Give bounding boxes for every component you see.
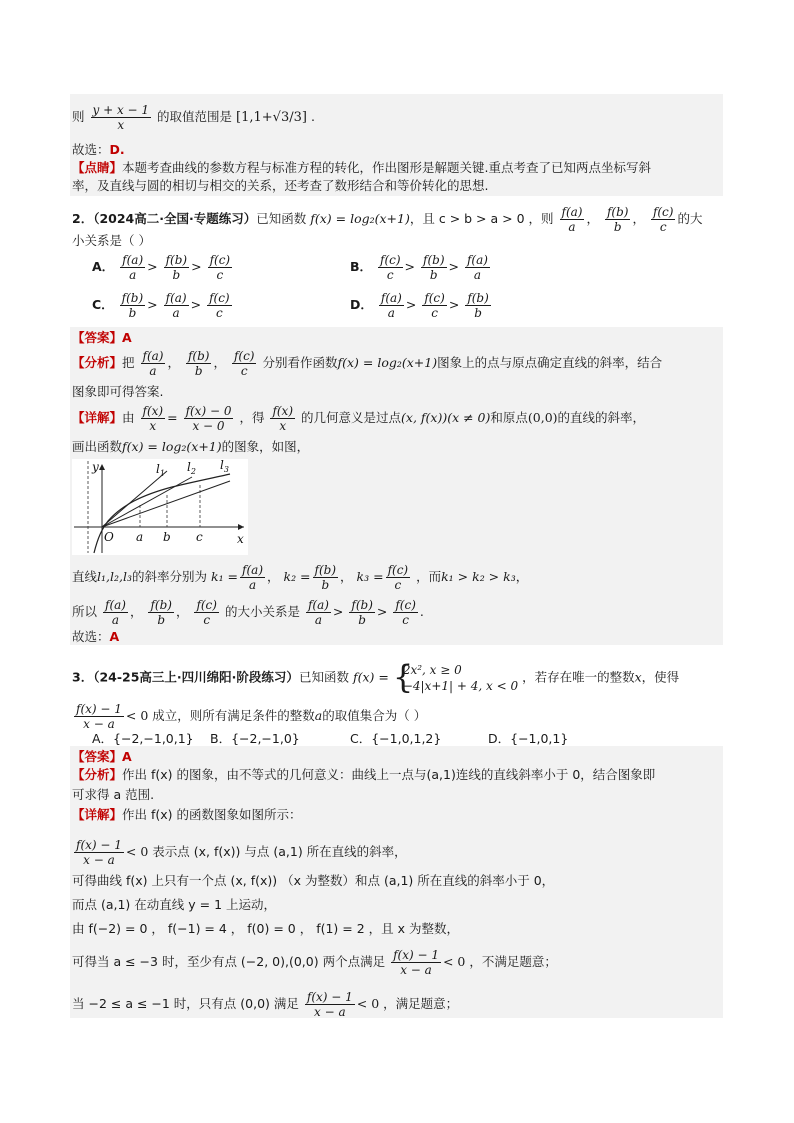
l3-label: $l_3$ (220, 459, 229, 474)
draw-line: 画出函数f(x) = log₂(x+1)的图象，如图， (72, 439, 310, 454)
question-2-stem: 2．（2024高二·全国·专题练习）已知函数 f(x) = log₂(x+1)，且 c > b > a > 0 ，则 $\frac{f(a)}{a}$ ， $\frac{f(b)}{b}$ ， $\frac{f(c)}{c}$ 的大 (72, 205, 703, 234)
text: 则 (72, 109, 85, 124)
answer-line: 【答案】A (72, 749, 132, 764)
detail-line-3: 可得曲线 f(x) 上只有一个点 (x, f(x)) （x 为整数）和点 (a,1) 所在直线的斜率小于 0， (72, 873, 555, 888)
analysis-line-2: 可求得 a 范围. (72, 787, 155, 802)
analysis-line: 【分析】把 $\frac{f(a)}{a}$ ， $\frac{f(b)}{b}$ ， $\frac{f(c)}{c}$ 分别看作函数f(x) = log₂(x+1)图象上的点与原点确定直线的斜率，结合 (72, 349, 663, 378)
dianjing-line: 【点睛】本题考查曲线的参数方程与标准方程的转化，作出图形是解题关键.重点考查了已知两点坐标写斜 (72, 160, 651, 175)
text: . (310, 109, 315, 124)
detail-line-5: 由 f(−2) = 0 ， f(−1) = 4 ， f(0) = 0 ， f(1) = 2 ，且 x 为整数， (72, 921, 460, 936)
a-label: a (136, 530, 144, 544)
interval: [1,1+√3/3] (236, 109, 307, 125)
detail-line: 【详解】作出 f(x) 的函数图象如图所示： (72, 807, 302, 822)
choice-line: 故选：A (72, 629, 120, 644)
b-label: b (163, 530, 171, 544)
l1-label: $l_1$ (156, 462, 165, 478)
detail-line-4: 而点 (a,1) 在动直线 y = 1 上运动， (72, 897, 277, 912)
option-a[interactable]: A．{−2,−1,0,1} (92, 731, 194, 746)
analysis-line: 【分析】作出 f(x) 的图象，由不等式的几何意义：曲线上一点与(a,1)连线的直线斜率小于 0，结合图象即 (72, 767, 656, 782)
detail-line-2: $\frac{f(x) - 1}{x - a}$ < 0 表示点 (x, f(x)) 与点 (a,1) 所在直线的斜率， (76, 838, 407, 867)
option-d[interactable]: D． $\frac{f(a)}{a}$ > $\frac{f(c)}{c}$ > $\frac{f(b)}{b}$ (350, 291, 489, 320)
option-c[interactable]: C． $\frac{f(b)}{b}$ > $\frac{f(a)}{a}$ > $\frac{f(c)}{c}$ (92, 291, 230, 320)
origin-label: O (104, 530, 114, 544)
slope-line: 直线l₁,l₂,l₃的斜率分别为 k₁ = $\frac{f(a)}{a}$ ， k₂ = $\frac{f(b)}{b}$ ， k₃ = $\frac{f(c)}{c}$ ，而k₁ > k₂ > k₃， (72, 563, 529, 592)
function-graph (72, 459, 248, 555)
option-b[interactable]: B．{−2,−1,0} (210, 731, 300, 746)
option-d[interactable]: D．{−1,0,1} (488, 731, 569, 746)
text: 的取值范围是 (157, 109, 233, 124)
conclusion-line: 所以 $\frac{f(a)}{a}$ ， $\frac{f(b)}{b}$ ， $\frac{f(c)}{c}$ 的大小关系是 $\frac{f(a)}{a}$ > $\frac{f(b)}{b}$ > $\frac{f(c)}{c}$ . (72, 598, 424, 627)
choice-line: 故选：D. (72, 142, 125, 157)
piecewise: { 2x², x ≥ 0 −4|x+1| + 4, x < 0 (392, 658, 519, 696)
dianjing-line-2: 率，及直线与圆的相切与相交的关系，还考查了数形结合和等价转化的思想. (72, 178, 489, 193)
question-3-stem-2: $\frac{f(x) - 1}{x - a}$ < 0 成立，则所有满足条件的整数a的取值集合为（ ） (76, 702, 427, 731)
y-label: y (92, 460, 99, 474)
fraction: $\frac{y + x - 1}{x}$ (92, 103, 150, 132)
detail-line-6: 可得当 a ≤ −3 时，至少有点 (−2, 0),(0,0) 两个点满足 $\frac{f(x) - 1}{x - a}$ < 0 ，不满足题意； (72, 948, 557, 977)
detail-line-7: 当 −2 ≤ a ≤ −1 时，只有点 (0,0) 满足 $\frac{f(x) - 1}{x - a}$ < 0 ，满足题意； (72, 990, 459, 1019)
question-3-stem: 3．（24-25高三上·四川绵阳·阶段练习）已知函数 f(x) = { 2x², x ≥ 0 −4|x+1| + 4, x < 0 ，若存在唯一的整数x，使得 (72, 658, 680, 696)
answer-line: 【答案】A (72, 330, 132, 345)
option-c[interactable]: C．{−1,0,1,2} (350, 731, 442, 746)
range-line (72, 103, 315, 132)
option-b[interactable]: B． $\frac{f(c)}{c}$ > $\frac{f(b)}{b}$ > $\frac{f(a)}{a}$ (350, 253, 488, 282)
option-a[interactable]: A． $\frac{f(a)}{a}$ > $\frac{f(b)}{b}$ > $\frac{f(c)}{c}$ (92, 253, 231, 282)
x-label: x (237, 532, 244, 546)
detail-line: 【详解】由 $\frac{f(x)}{x}$ = $\frac{f(x) - 0}{x - 0}$ ，得 $\frac{f(x)}{x}$ 的几何意义是过点(x, f(x))(x ≠ 0)和原点(0,0)的直线的斜率， (72, 404, 646, 433)
question-2-stem-2: 小关系是（ ） (72, 233, 151, 248)
analysis-line-2: 图象即可得答案. (72, 384, 164, 399)
c-label: c (196, 530, 203, 544)
l2-label: $l_2$ (187, 460, 196, 476)
